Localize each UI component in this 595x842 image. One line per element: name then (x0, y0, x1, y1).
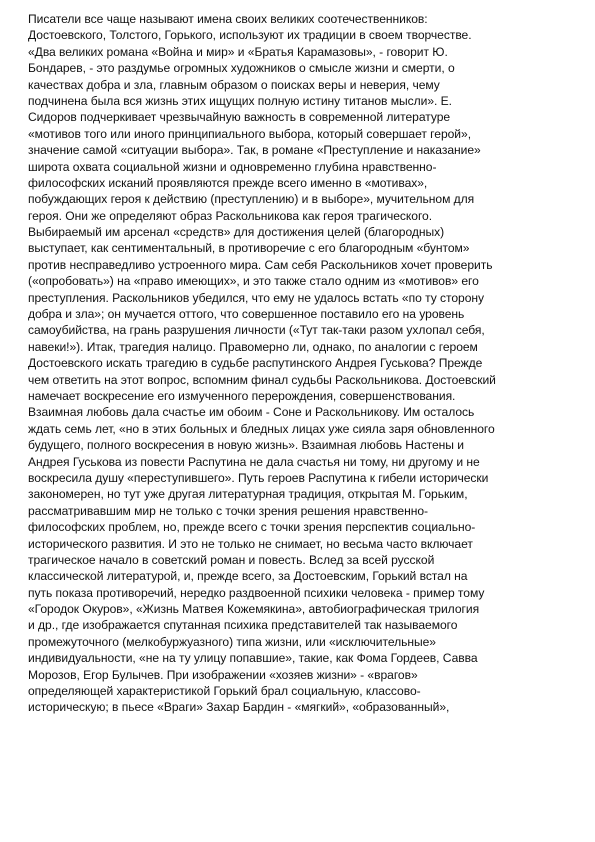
text-line: Андрея Гуськова из повести Распутина не дала счастья ни тому, ни другому и не (28, 454, 480, 469)
text-line: преступления. Раскольников убедился, что ему не удалось встать «по ту сторону (28, 290, 485, 305)
text-line: побуждающих героя к действию (преступлению) и в выборе», мучительном для (28, 192, 475, 207)
text-line: и др., где изображается спутанная психика представителей так называемого (28, 618, 458, 633)
text-line: Морозов, Егор Булычев. При изображении «хозяев жизни» - «врагов» (28, 667, 418, 682)
text-line: Выбираемый им арсенал «средств» для достижения целей (благородных) (28, 225, 445, 240)
text-line: Достоевского, Толстого, Горького, используют их традиции в своем творчестве. (28, 28, 472, 43)
text-line: Взаимная любовь дала счастье им обоим - Соне и Раскольникову. Им осталось (28, 405, 475, 420)
text-line: значение самой «ситуации выбора». Так, в романе «Преступление и наказание» (28, 143, 481, 158)
text-line: навеки!»). Итак, трагедия налицо. Правомерно ли, однако, по аналогии с героем (28, 339, 478, 354)
text-line: «Городок Окуров», «Жизнь Матвея Кожемякина», автобиографическая трилогия (28, 602, 480, 617)
body-text (28, 11, 568, 716)
text-line: чем ответить на этот вопрос, вспомним финал судьбы Раскольникова. Достоевский (28, 372, 496, 387)
text-line: «Два великих романа «Война и мир» и «Братья Карамазовы», - говорит Ю. (28, 44, 448, 59)
text-line: добра и зла»; он мучается оттого, что совершенное поставило его на уровень (28, 307, 465, 322)
text-line: против несправедливо устроенного мира. Сам себя Раскольников хочет проверить (28, 257, 493, 272)
text-line: ждать семь лет, «но в этих больных и бледных лицах уже сияла заря обновленного (28, 421, 495, 436)
text-line: философских проблем, но, прежде всего с точки зрения перспектив социально- (28, 520, 476, 535)
text-line: («опробовать») на «право имеющих», и это также стало одним из «мотивов» его (28, 274, 479, 289)
text-line: промежуточного (мелкобуржуазного) типа жизни, или «исключительные» (28, 634, 436, 649)
text-line: Бондарев, - это раздумье огромных художников о смысле жизни и смерти, о (28, 61, 455, 76)
text-line: героя. Они же определяют образ Раскольникова как героя трагического. (28, 208, 433, 223)
text-line: определяющей характеристикой Горький брал социальную, классово- (28, 684, 421, 699)
text-line: историческую; в пьесе «Враги» Захар Бардин - «мягкий», «образованный», (28, 700, 450, 715)
text-line: Достоевского искать трагедию в судьбе распутинского Андрея Гуськова? Прежде (28, 356, 483, 371)
text-line: закономерен, но тут уже другая литературная традиция, открытая М. Горьким, (28, 487, 468, 502)
text-line: трагическое начало в советский роман и повесть. Вслед за всей русской (28, 552, 435, 567)
text-line: философских исканий проявляются прежде всего именно в «мотивах», (28, 175, 428, 190)
text-line: намечает воскресение его измученного перерождения, совершенствования. (28, 388, 456, 403)
text-line: «мотивов того или иного принципиального выбора, который совершает герой», (28, 126, 471, 141)
text-line: выступает, как сентиментальный, в противоречие с его благородным «бунтом» (28, 241, 470, 256)
text-line: воскресила душу «переступившего». Путь героев Распутина к гибели исторически (28, 470, 489, 485)
text-line: исторического развития. И это не только не снимает, но весьма часто включает (28, 536, 473, 551)
text-line: классической литературой, и, прежде всего, за Достоевским, Горький встал на (28, 569, 468, 584)
text-line: путь показа противоречий, нередко раздвоенной психики человека - пример тому (28, 585, 485, 600)
text-line: будущего, полного воскресения в новую жизнь». Взаимная любовь Настены и (28, 438, 464, 453)
text-line: самоубийства, на грань разрушения личности («Тут так-таки разом ухлопал себя, (28, 323, 485, 338)
text-line: Сидоров подчеркивает чрезвычайную важность в современной литературе (28, 110, 451, 125)
text-line: рассматривавшим мир не только с точки зрения решения нравственно- (28, 503, 428, 518)
text-line: качествах добра и зла, главным образом о поисках веры и неверия, чему (28, 77, 440, 92)
text-line: подчинена была вся жизнь этих ищущих полную истину титанов мысли». Е. (28, 93, 452, 108)
text-line: Писатели все чаще называют имена своих великих соотечественников: (28, 12, 428, 26)
text-line: индивидуальности, «не на ту улицу попавшие», такие, как Фома Гордеев, Савва (28, 651, 478, 666)
text-line: широта охвата социальной жизни и одновременно глубина нравственно- (28, 159, 437, 174)
